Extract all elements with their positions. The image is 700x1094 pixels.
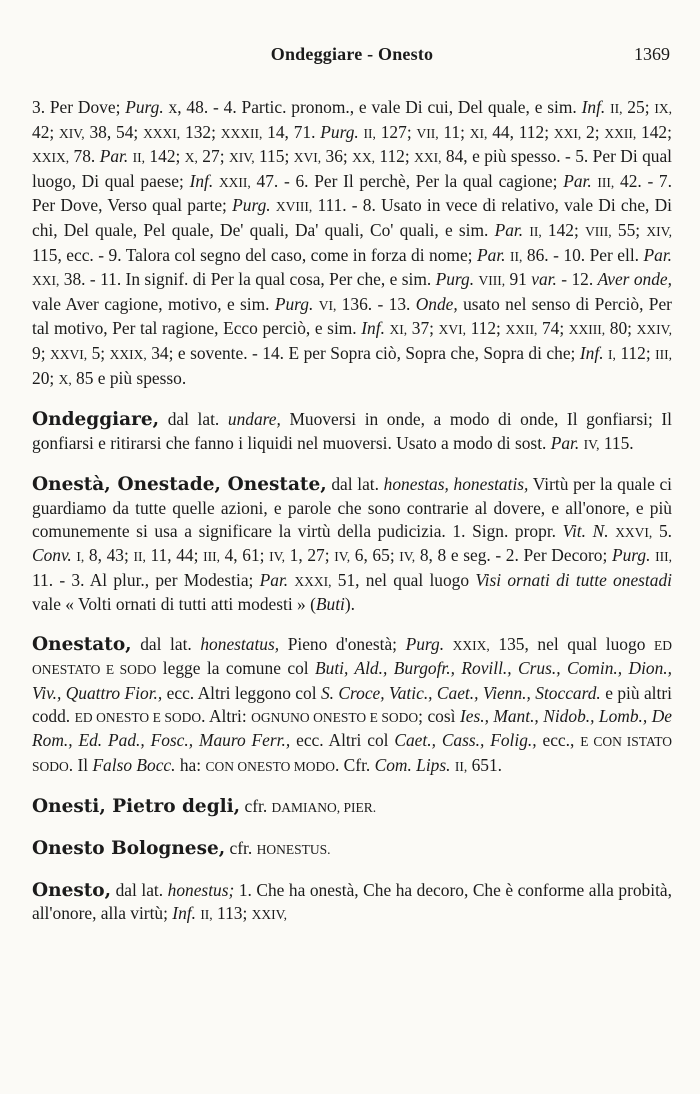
entry-text: dal lat. (111, 879, 168, 900)
entry-text: 135, nel qual luogo (489, 633, 654, 654)
italic-reference: Purg. (274, 293, 314, 314)
entry-onesto (32, 879, 672, 927)
entry-text: 25; (622, 97, 655, 117)
entry-text: 142; (541, 219, 586, 240)
entry-text: ha: (175, 754, 206, 775)
canto-numeral: XIV, (59, 125, 85, 141)
entry-text: dal lat. (326, 474, 384, 495)
italic-reference: Falso Bocc. (92, 754, 176, 775)
entry-text: 38, 54; (84, 121, 144, 142)
italic-reference: Inf. (579, 342, 604, 363)
running-title: Ondeggiare - Onesto (270, 44, 434, 64)
entry-text: 36; (321, 146, 353, 167)
canto-numeral: XXVI, (615, 524, 653, 540)
canto-numeral: XXII, (604, 125, 637, 141)
canto-numeral: III, (655, 549, 672, 565)
canto-numeral: XXIII, (568, 322, 606, 338)
running-header (32, 44, 672, 78)
small-caps-citation: ED ONESTO E SODO (74, 709, 202, 725)
canto-numeral: IX, (654, 101, 672, 116)
canto-numeral: XI, (389, 322, 408, 338)
italic-reference: Par. (259, 569, 289, 590)
canto-numeral: II, (133, 549, 146, 565)
entry-onesto-bolognese (32, 837, 672, 862)
entry-text (444, 634, 453, 654)
entry-text: legge la comune col (156, 658, 316, 679)
entry-text: ecc. Altri leggono col (162, 683, 321, 704)
entry-text: 44, 112; (487, 121, 554, 142)
entry-text: 5. (652, 520, 672, 541)
canto-numeral: II, (529, 223, 542, 239)
entry-text: dal lat. (159, 409, 228, 430)
italic-reference: Conv. (32, 545, 72, 566)
entry-text: Pieno d'onestà; (279, 633, 406, 654)
entry-text: 78. (69, 146, 100, 167)
entry-text: 86. - 10. Per ell. (522, 244, 644, 265)
italic-reference: Caet., Cass., Folig., (394, 730, 537, 751)
italic-reference: honestas, honestatis, (383, 474, 529, 495)
italic-reference: Par. (477, 244, 506, 265)
page-number: 1369 (634, 44, 670, 64)
italic-reference: undare, (227, 409, 281, 430)
canto-numeral: X, (58, 371, 72, 387)
canto-numeral: VII, (416, 125, 439, 141)
canto-numeral: II, (610, 101, 623, 116)
entry-text: 37; (407, 318, 439, 339)
canto-numeral: XXXII, (220, 125, 263, 141)
headword: Onesti, Pietro degli, (32, 796, 241, 818)
entry-text: 6, 65; (350, 545, 400, 566)
canto-numeral: XIV, (646, 223, 672, 239)
entry-text: 91 (505, 269, 532, 290)
entry-text: 127; (375, 121, 417, 142)
entry-text: 8, 43; (84, 545, 134, 566)
entry-text: 115; (254, 146, 294, 167)
italic-reference: Ies., Mant., Nidob., Lomb., De Rom., Ed. Pad., Fosc., Mauro Ferr., (32, 705, 672, 751)
canto-numeral: XVIII, (275, 199, 313, 215)
italic-reference: Par. (550, 432, 580, 453)
entry-text: vale « Volti ornati di tutti atti modesti » ( (32, 594, 316, 615)
entry-text: Virtù per la quale ci guardiamo da tutte quelle azioni, e parole che sono contrarie al dovere, e all'onore, e più comunemente si usa a significare la virtù della pudicizia. 1. Sign. propr. (32, 474, 672, 541)
canto-numeral: XXII, (505, 322, 538, 338)
entry-text: 11. - 3. Al plur., per Modestia; (32, 569, 260, 590)
italic-reference: Par. (99, 146, 129, 167)
entry-text: 74; (537, 318, 569, 339)
canto-numeral: XXI, (414, 150, 442, 166)
small-caps-citation: HONESTUS. (256, 842, 331, 858)
italic-reference: Visi ornati di tutte onestadi (475, 569, 672, 590)
entry-text: 1. Che ha onestà, Che ha decoro, Che è conforme alla probità, all'onore, alla virtù; (32, 879, 672, 924)
canto-numeral: VI, (318, 297, 337, 313)
entry-text: 4, 61; (219, 545, 270, 566)
canto-numeral: X, (184, 150, 198, 166)
entry-text: 3. Per Dove; (32, 97, 126, 117)
entry-onestato (32, 633, 672, 779)
canto-numeral: VIII, (585, 223, 612, 239)
entry-text: 115. (599, 432, 634, 453)
headword: Onesto, (32, 879, 112, 901)
canto-numeral: XI, (469, 125, 488, 141)
headword: Onesto Bolognese, (32, 838, 226, 860)
entry-text: 14, 71. (262, 121, 321, 142)
entry-text: 142; (636, 121, 672, 142)
entry-text: 2; (581, 121, 605, 142)
entry-text: 651. (467, 754, 502, 775)
italic-reference: Inf. (172, 903, 196, 924)
canto-numeral: IV, (334, 549, 351, 565)
entry-text: cfr. (240, 796, 272, 817)
canto-numeral: IV, (269, 549, 286, 565)
entry-text: 112; (375, 146, 415, 167)
italic-reference: honestatus, (200, 633, 280, 654)
canto-numeral: IV, (583, 436, 600, 452)
page (32, 44, 672, 927)
canto-numeral: II, (363, 125, 376, 141)
entry-text: dal lat. (131, 633, 201, 654)
entry-text: 11; (438, 121, 470, 142)
canto-numeral: XX, (352, 150, 376, 166)
small-caps-citation: E CON ISTATO SODO (32, 734, 672, 774)
entry-text: 51, nel qual luogo (331, 569, 476, 590)
entry-text: ). (344, 594, 355, 615)
italic-reference: Purg. (611, 545, 651, 566)
italic-reference: Purg. (405, 633, 445, 654)
small-caps-citation: OGNUNO ONESTO E SODO (251, 709, 419, 725)
italic-reference: Purg. (125, 97, 164, 117)
entry-text: e più altri codd. (32, 683, 672, 726)
canto-numeral: III, (655, 346, 672, 362)
italic-reference: Inf. (361, 318, 385, 339)
entry-text: usato nel senso di Perciò, Per tal motivo, Per tal ragione, Ecco perciò, e sim. (32, 293, 672, 339)
canto-numeral: XXIX, (109, 346, 147, 362)
canto-numeral: VIII, (478, 273, 506, 289)
entry-text: 85 e più spesso. (71, 367, 187, 388)
headword: Onestà, Onestade, Onestate, (32, 474, 327, 496)
headword: Onestato, (32, 633, 132, 655)
canto-numeral: III, (203, 549, 220, 565)
canto-numeral: XVI, (438, 322, 466, 338)
entry-text: . Il (68, 754, 93, 775)
canto-numeral: XXXI, (143, 125, 181, 141)
entry-text: 34; e sovente. - 14. E per Sopra ciò, Sopra che, Sopra di che; (146, 342, 580, 363)
canto-numeral: XXXI, (294, 573, 332, 589)
italic-reference: var. (531, 269, 557, 290)
canto-numeral: XXIV, (251, 907, 288, 923)
entry-text: 115, ecc. - 9. Talora col segno del caso, come in forza di nome; (32, 244, 477, 265)
canto-numeral: XXI, (553, 125, 582, 141)
entry-text: x, 48. - 4. Partic. pronom., e vale Di cui, Del quale, e sim. (163, 97, 582, 117)
entry-text: vale Aver cagione, motivo, e sim. (32, 293, 275, 314)
entry-text: - 12. (556, 269, 598, 290)
entry-text: 27; (197, 146, 229, 167)
entry-text: 20; (32, 367, 59, 388)
entry-text: 1, 27; (285, 545, 335, 566)
canto-numeral: II, (132, 150, 146, 166)
canto-numeral: XIV, (228, 150, 255, 166)
italic-reference: Par. (563, 170, 592, 191)
canto-numeral: III, (597, 174, 615, 190)
canto-numeral: XXI, (32, 273, 60, 289)
italic-reference: Purg. (320, 121, 359, 142)
entry-text: ; così (418, 705, 460, 726)
entry-text: 111. - 8. Usato in vece di relativo, vale Di che, Di chi, Del quale, Pel quale, De' quali, Da' quali, Co' quali, e sim. (32, 195, 672, 240)
entry-text: 11, 44; (145, 545, 204, 566)
entry-text: 112; (465, 318, 506, 339)
entry-text: Muoversi in onde, a modo di onde, Il gonfiarsi; Il gonfiarsi e ritirarsi che fanno i liquidi nel muoversi. Usato a modo di sost. (32, 409, 672, 453)
entry-text: ecc., (536, 730, 581, 751)
canto-numeral: XXIX, (452, 637, 490, 653)
entry-text: 38. - 11. In signif. di Per la qual cosa, Per che, e sim. (59, 269, 436, 290)
entry-onesta (32, 473, 672, 616)
entry-onesti (32, 795, 672, 820)
canto-numeral: XXVI, (50, 346, 88, 362)
small-caps-citation: DAMIANO, PIER. (271, 800, 377, 816)
entry-text: 80; (605, 318, 637, 339)
italic-reference: Vit. N. (562, 520, 609, 541)
italic-reference: Par. (494, 219, 524, 240)
italic-reference: honestus; (167, 879, 235, 900)
italic-reference: Aver onde, (597, 269, 672, 290)
entry-ondeggiare (32, 408, 672, 456)
italic-reference: Inf. (189, 170, 214, 191)
italic-reference: Par. (643, 244, 673, 265)
small-caps-citation: ED ONESTATO E SODO (32, 637, 672, 678)
italic-reference: Onde, (415, 293, 458, 314)
canto-numeral: II, (200, 907, 213, 923)
entry-text: 5; (87, 342, 110, 363)
entry-text: 42. - 7. Per Dove, Verso qual parte; (32, 170, 672, 216)
entry-text: 9; (32, 342, 50, 363)
entry-text: 132; (180, 121, 221, 142)
small-caps-citation: CON ONESTO MODO (205, 758, 335, 774)
italic-reference: S. Croce, Vatic., Caet., Vienn., Stoccard. (320, 683, 601, 704)
canto-numeral: IV, (399, 549, 416, 565)
entry-text: 142; (145, 146, 185, 167)
italic-reference: Inf. (581, 97, 606, 117)
canto-numeral: XXIV, (636, 322, 672, 338)
entry-onde-continuation (32, 96, 672, 391)
canto-numeral: XVI, (293, 150, 322, 166)
entry-text: 8, 8 e seg. - 2. Per Decoro; (415, 545, 612, 566)
canto-numeral: XXIX, (32, 150, 70, 166)
canto-numeral: I, (608, 346, 616, 362)
entry-text: 113; (212, 903, 252, 924)
italic-reference: Com. Lips. (374, 754, 451, 775)
entry-text: 84, e più spesso. - 5. Per Di qual luogo, Di qual paese; (32, 146, 673, 191)
entry-text: 112; (615, 342, 656, 363)
entry-text: 136. - 13. (336, 293, 416, 314)
entry-text: . Cfr. (334, 754, 375, 775)
entry-text: 42; (32, 121, 60, 142)
headword: Ondeggiare, (32, 409, 160, 431)
canto-numeral: II, (454, 758, 468, 774)
canto-numeral: I, (76, 549, 85, 565)
entry-text: . Altri: (201, 705, 252, 726)
canto-numeral: XXII, (218, 174, 251, 190)
italic-reference: Buti, Ald., Burgofr., Rovill., Crus., Comin., Dion., Viv., Quattro Fior., (32, 658, 672, 704)
entry-text: 55; (611, 219, 647, 240)
entry-text: cfr. (225, 838, 257, 859)
entry-text: ecc. Altri col (290, 730, 395, 751)
canto-numeral: II, (510, 248, 523, 264)
italic-reference: Purg. (435, 269, 475, 290)
italic-reference: Purg. (232, 195, 271, 216)
italic-reference: Buti (315, 594, 345, 615)
entry-text: 47. - 6. Per Il perchè, Per la qual cagione; (250, 170, 564, 191)
